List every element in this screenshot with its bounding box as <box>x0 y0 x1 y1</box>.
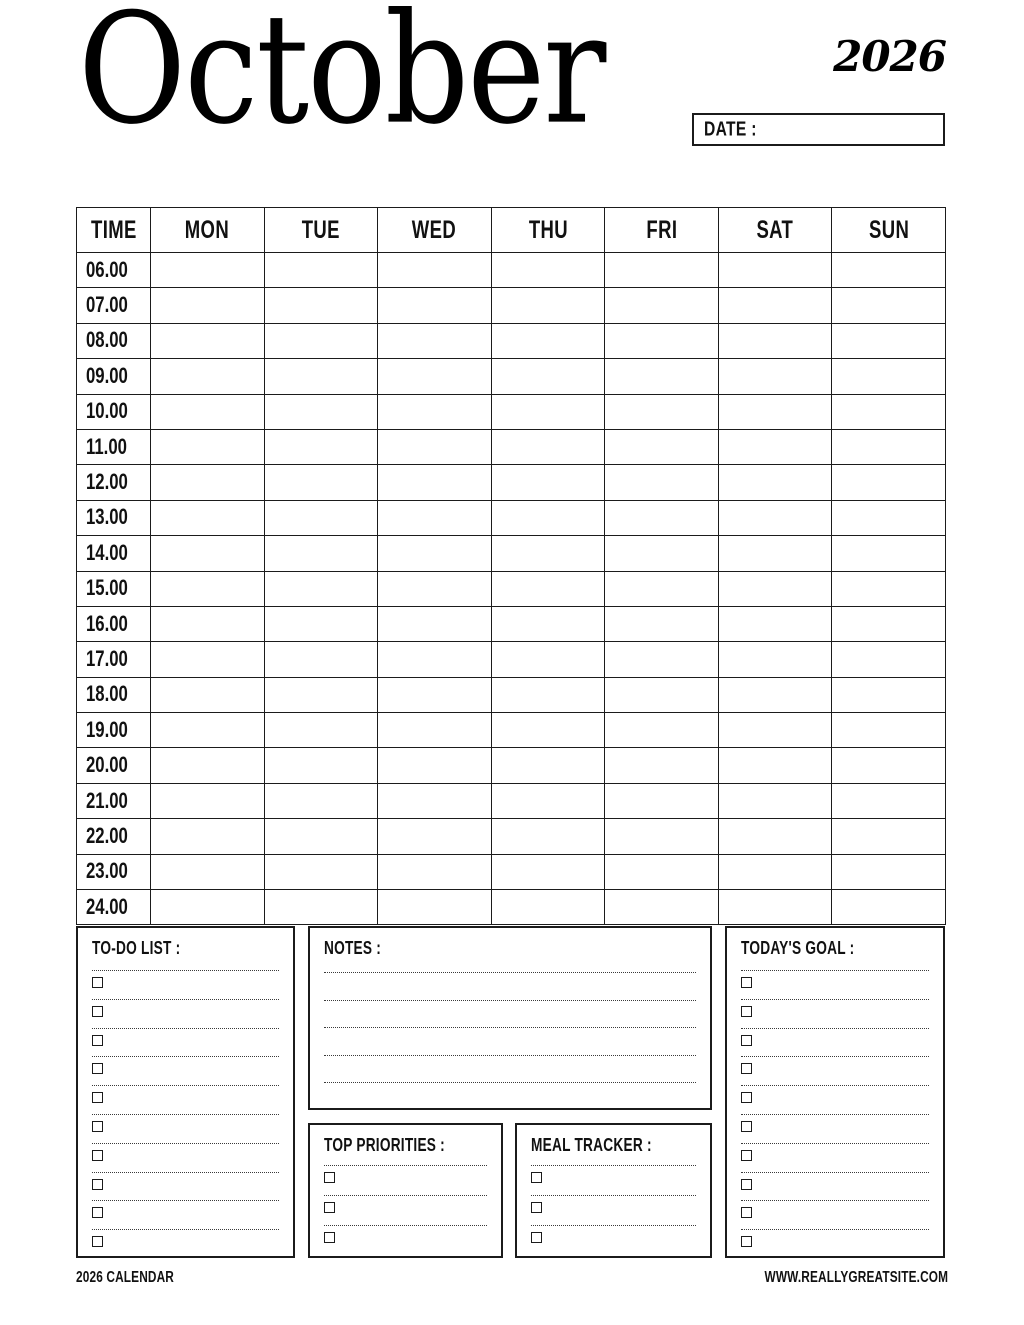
schedule-slot-cell[interactable] <box>151 536 265 571</box>
schedule-slot-cell[interactable] <box>718 500 832 535</box>
schedule-slot-cell[interactable] <box>151 394 265 429</box>
meal-tracker-item[interactable] <box>531 1196 696 1225</box>
schedule-slot-cell[interactable] <box>491 748 605 783</box>
schedule-slot-cell[interactable] <box>718 394 832 429</box>
schedule-slot-cell[interactable] <box>832 536 946 571</box>
schedule-slot-cell[interactable] <box>491 854 605 889</box>
time-label: 09.00 <box>86 362 128 388</box>
checkbox-icon[interactable] <box>531 1172 542 1183</box>
schedule-row <box>77 536 946 571</box>
column-header-time <box>77 208 151 253</box>
top-priorities-item[interactable] <box>324 1166 487 1195</box>
schedule-slot-cell[interactable] <box>264 642 378 677</box>
todays-goal-panel <box>725 926 945 1258</box>
notes-write-line[interactable] <box>324 1001 696 1028</box>
schedule-slot-cell[interactable] <box>718 536 832 571</box>
time-label-cell <box>77 536 151 571</box>
schedule-slot-cell[interactable] <box>491 394 605 429</box>
weekly-schedule-table <box>76 207 946 925</box>
schedule-slot-cell[interactable] <box>378 854 492 889</box>
time-label-cell <box>77 606 151 641</box>
checkbox-icon[interactable] <box>741 977 752 988</box>
schedule-slot-cell[interactable] <box>378 819 492 854</box>
todo-list-item[interactable] <box>92 1029 279 1057</box>
checkbox-icon[interactable] <box>92 1236 103 1247</box>
schedule-row <box>77 677 946 712</box>
schedule-slot-cell[interactable] <box>718 783 832 818</box>
schedule-row <box>77 253 946 288</box>
schedule-slot-cell[interactable] <box>832 465 946 500</box>
schedule-slot-cell[interactable] <box>151 819 265 854</box>
schedule-slot-cell[interactable] <box>378 253 492 288</box>
time-label-cell <box>77 890 151 925</box>
schedule-slot-cell[interactable] <box>378 606 492 641</box>
schedule-slot-cell[interactable] <box>151 323 265 358</box>
schedule-slot-cell[interactable] <box>151 359 265 394</box>
checkbox-icon[interactable] <box>92 1092 103 1103</box>
notes-write-line[interactable] <box>324 1028 696 1055</box>
time-label: 15.00 <box>86 575 128 601</box>
checkbox-icon[interactable] <box>324 1172 335 1183</box>
schedule-slot-cell[interactable] <box>491 890 605 925</box>
schedule-slot-cell[interactable] <box>718 713 832 748</box>
time-label: 08.00 <box>86 327 128 353</box>
column-header-wed-label: WED <box>412 215 457 244</box>
todays-goal-item[interactable] <box>741 1000 929 1028</box>
time-label: 21.00 <box>86 787 128 813</box>
schedule-row <box>77 394 946 429</box>
schedule-slot-cell[interactable] <box>718 359 832 394</box>
column-header-thu-label: THU <box>528 215 568 244</box>
todo-list-item[interactable] <box>92 1057 279 1085</box>
schedule-row <box>77 500 946 535</box>
schedule-slot-cell[interactable] <box>832 854 946 889</box>
column-header-fri-label: FRI <box>646 215 677 244</box>
time-label: 16.00 <box>86 610 128 636</box>
schedule-slot-cell[interactable] <box>264 359 378 394</box>
schedule-slot-cell[interactable] <box>264 783 378 818</box>
meal-tracker-lines <box>531 1165 696 1255</box>
schedule-slot-cell[interactable] <box>718 288 832 323</box>
schedule-slot-cell[interactable] <box>491 713 605 748</box>
schedule-slot-cell[interactable] <box>718 677 832 712</box>
schedule-slot-cell[interactable] <box>491 429 605 464</box>
checkbox-icon[interactable] <box>741 1121 752 1132</box>
page-title: October <box>78 0 605 159</box>
todo-list-item[interactable] <box>92 1230 279 1258</box>
checkbox-icon[interactable] <box>92 1179 103 1190</box>
schedule-slot-cell[interactable] <box>605 854 719 889</box>
time-label-cell <box>77 854 151 889</box>
todays-goal-item[interactable] <box>741 1115 929 1143</box>
notes-write-line[interactable] <box>324 973 696 1000</box>
schedule-slot-cell[interactable] <box>151 253 265 288</box>
checkbox-icon[interactable] <box>741 1207 752 1218</box>
schedule-slot-cell[interactable] <box>378 677 492 712</box>
todo-list-item[interactable] <box>92 1115 279 1143</box>
schedule-slot-cell[interactable] <box>832 500 946 535</box>
schedule-row <box>77 323 946 358</box>
schedule-slot-cell[interactable] <box>718 890 832 925</box>
schedule-slot-cell[interactable] <box>378 288 492 323</box>
schedule-slot-cell[interactable] <box>151 854 265 889</box>
schedule-slot-cell[interactable] <box>832 288 946 323</box>
schedule-slot-cell[interactable] <box>264 429 378 464</box>
time-label-cell <box>77 819 151 854</box>
column-header-tue <box>264 208 378 253</box>
schedule-slot-cell[interactable] <box>264 713 378 748</box>
schedule-slot-cell[interactable] <box>605 500 719 535</box>
time-label: 06.00 <box>86 256 128 282</box>
schedule-slot-cell[interactable] <box>832 642 946 677</box>
todo-list-title: TO-DO LIST : <box>92 938 181 958</box>
time-label-cell <box>77 394 151 429</box>
date-field[interactable] <box>692 113 945 146</box>
todo-list-lines <box>92 970 279 1258</box>
todo-list-item[interactable] <box>92 1201 279 1229</box>
column-header-sat <box>718 208 832 253</box>
schedule-slot-cell[interactable] <box>491 536 605 571</box>
page-header <box>0 0 1024 190</box>
notes-lines <box>324 972 696 1110</box>
time-label-cell <box>77 571 151 606</box>
schedule-slot-cell[interactable] <box>832 748 946 783</box>
checkbox-icon[interactable] <box>741 1092 752 1103</box>
schedule-slot-cell[interactable] <box>832 819 946 854</box>
schedule-row <box>77 819 946 854</box>
time-label: 19.00 <box>86 716 128 742</box>
checkbox-icon[interactable] <box>324 1232 335 1243</box>
schedule-slot-cell[interactable] <box>491 783 605 818</box>
time-label-cell <box>77 748 151 783</box>
todo-list-item[interactable] <box>92 1086 279 1114</box>
schedule-slot-cell[interactable] <box>605 713 719 748</box>
todays-goal-item[interactable] <box>741 1086 929 1114</box>
schedule-slot-cell[interactable] <box>151 890 265 925</box>
notes-write-line[interactable] <box>324 1056 696 1083</box>
time-label-cell <box>77 429 151 464</box>
checkbox-icon[interactable] <box>741 1035 752 1046</box>
notes-title: NOTES : <box>324 938 382 958</box>
schedule-slot-cell[interactable] <box>264 819 378 854</box>
schedule-slot-cell[interactable] <box>605 606 719 641</box>
time-label: 23.00 <box>86 858 128 884</box>
checkbox-icon[interactable] <box>92 1035 103 1046</box>
schedule-slot-cell[interactable] <box>718 253 832 288</box>
schedule-slot-cell[interactable] <box>605 359 719 394</box>
schedule-slot-cell[interactable] <box>718 323 832 358</box>
checkbox-icon[interactable] <box>92 1063 103 1074</box>
meal-tracker-panel <box>515 1123 712 1258</box>
column-header-tue-label: TUE <box>301 215 340 244</box>
column-header-wed <box>378 208 492 253</box>
schedule-slot-cell[interactable] <box>378 394 492 429</box>
notes-panel <box>308 926 712 1110</box>
schedule-slot-cell[interactable] <box>378 642 492 677</box>
schedule-slot-cell[interactable] <box>491 819 605 854</box>
time-label: 14.00 <box>86 539 128 565</box>
schedule-slot-cell[interactable] <box>832 359 946 394</box>
schedule-slot-cell[interactable] <box>605 429 719 464</box>
todo-list-item[interactable] <box>92 1000 279 1028</box>
page-footer <box>76 1270 948 1294</box>
schedule-slot-cell[interactable] <box>491 288 605 323</box>
todays-goal-item[interactable] <box>741 1057 929 1085</box>
schedule-row <box>77 429 946 464</box>
schedule-slot-cell[interactable] <box>151 642 265 677</box>
top-priorities-item[interactable] <box>324 1196 487 1225</box>
schedule-slot-cell[interactable] <box>718 465 832 500</box>
schedule-row <box>77 288 946 323</box>
checkbox-icon[interactable] <box>324 1202 335 1213</box>
column-header-sun-label: SUN <box>868 215 909 244</box>
top-priorities-item[interactable] <box>324 1226 487 1255</box>
schedule-slot-cell[interactable] <box>264 571 378 606</box>
schedule-row <box>77 465 946 500</box>
schedule-slot-cell[interactable] <box>605 819 719 854</box>
column-header-fri <box>605 208 719 253</box>
schedule-row <box>77 642 946 677</box>
schedule-slot-cell[interactable] <box>605 677 719 712</box>
schedule-row <box>77 890 946 925</box>
schedule-slot-cell[interactable] <box>605 890 719 925</box>
schedule-slot-cell[interactable] <box>264 323 378 358</box>
notes-write-line[interactable] <box>324 1083 696 1110</box>
column-header-sun <box>832 208 946 253</box>
schedule-slot-cell[interactable] <box>151 429 265 464</box>
schedule-row <box>77 783 946 818</box>
schedule-slot-cell[interactable] <box>491 677 605 712</box>
schedule-slot-cell[interactable] <box>718 748 832 783</box>
schedule-body <box>77 253 946 925</box>
schedule-slot-cell[interactable] <box>378 323 492 358</box>
schedule-slot-cell[interactable] <box>832 713 946 748</box>
schedule-row <box>77 854 946 889</box>
schedule-row <box>77 748 946 783</box>
schedule-slot-cell[interactable] <box>151 677 265 712</box>
todays-goal-item[interactable] <box>741 1144 929 1172</box>
time-label: 22.00 <box>86 822 128 848</box>
checkbox-icon[interactable] <box>741 1006 752 1017</box>
column-header-sat-label: SAT <box>756 215 794 244</box>
schedule-slot-cell[interactable] <box>832 323 946 358</box>
checkbox-icon[interactable] <box>741 1179 752 1190</box>
schedule-slot-cell[interactable] <box>718 819 832 854</box>
checkbox-icon[interactable] <box>92 1207 103 1218</box>
schedule-header-row-group <box>77 208 946 253</box>
schedule-slot-cell[interactable] <box>378 713 492 748</box>
footer-calendar-label: 2026 CALENDAR <box>76 1269 174 1286</box>
schedule-slot-cell[interactable] <box>491 323 605 358</box>
schedule-slot-cell[interactable] <box>378 500 492 535</box>
schedule-slot-cell[interactable] <box>264 394 378 429</box>
schedule-slot-cell[interactable] <box>264 500 378 535</box>
schedule-row <box>77 606 946 641</box>
checkbox-icon[interactable] <box>741 1150 752 1161</box>
schedule-slot-cell[interactable] <box>605 642 719 677</box>
time-label-cell <box>77 253 151 288</box>
column-header-mon <box>151 208 265 253</box>
schedule-slot-cell[interactable] <box>491 500 605 535</box>
time-label-cell <box>77 500 151 535</box>
schedule-slot-cell[interactable] <box>605 465 719 500</box>
schedule-slot-cell[interactable] <box>718 429 832 464</box>
schedule-slot-cell[interactable] <box>151 465 265 500</box>
time-label-cell <box>77 713 151 748</box>
todays-goal-item[interactable] <box>741 1029 929 1057</box>
checkbox-icon[interactable] <box>92 977 103 988</box>
time-label-cell <box>77 359 151 394</box>
schedule-slot-cell[interactable] <box>264 288 378 323</box>
schedule-slot-cell[interactable] <box>832 571 946 606</box>
schedule-slot-cell[interactable] <box>605 394 719 429</box>
time-label: 20.00 <box>86 752 128 778</box>
schedule-slot-cell[interactable] <box>832 253 946 288</box>
time-label: 07.00 <box>86 292 128 318</box>
schedule-slot-cell[interactable] <box>378 429 492 464</box>
todays-goal-item[interactable] <box>741 1201 929 1229</box>
time-label: 17.00 <box>86 645 128 671</box>
schedule-slot-cell[interactable] <box>491 642 605 677</box>
todays-goal-title: TODAY'S GOAL : <box>741 938 855 958</box>
column-header-thu <box>491 208 605 253</box>
schedule-slot-cell[interactable] <box>605 748 719 783</box>
todo-list-item[interactable] <box>92 1144 279 1172</box>
time-label: 24.00 <box>86 893 128 919</box>
meal-tracker-item[interactable] <box>531 1226 696 1255</box>
schedule-slot-cell[interactable] <box>378 536 492 571</box>
schedule-slot-cell[interactable] <box>264 606 378 641</box>
schedule-slot-cell[interactable] <box>605 571 719 606</box>
schedule-slot-cell[interactable] <box>605 783 719 818</box>
schedule-slot-cell[interactable] <box>491 571 605 606</box>
top-priorities-panel <box>308 1123 503 1258</box>
schedule-row <box>77 359 946 394</box>
column-header-time-label: TIME <box>90 215 137 244</box>
top-priorities-lines <box>324 1165 487 1255</box>
schedule-slot-cell[interactable] <box>491 359 605 394</box>
schedule-slot-cell[interactable] <box>718 571 832 606</box>
meal-tracker-item[interactable] <box>531 1166 696 1195</box>
top-priorities-title: TOP PRIORITIES : <box>324 1135 445 1155</box>
todo-list-item[interactable] <box>92 971 279 999</box>
time-label-cell <box>77 288 151 323</box>
footer-website-label: WWW.REALLYGREATSITE.COM <box>764 1269 948 1286</box>
todays-goal-lines <box>741 970 929 1258</box>
schedule-slot-cell[interactable] <box>151 713 265 748</box>
year-label: 2026 <box>833 32 946 81</box>
schedule-slot-cell[interactable] <box>264 748 378 783</box>
schedule-row <box>77 713 946 748</box>
schedule-slot-cell[interactable] <box>151 748 265 783</box>
schedule-slot-cell[interactable] <box>832 783 946 818</box>
time-label-cell <box>77 323 151 358</box>
checkbox-icon[interactable] <box>531 1232 542 1243</box>
schedule-slot-cell[interactable] <box>491 465 605 500</box>
schedule-slot-cell[interactable] <box>718 642 832 677</box>
schedule-slot-cell[interactable] <box>491 253 605 288</box>
checkbox-icon[interactable] <box>741 1063 752 1074</box>
schedule-slot-cell[interactable] <box>151 606 265 641</box>
schedule-slot-cell[interactable] <box>605 253 719 288</box>
schedule-slot-cell[interactable] <box>264 465 378 500</box>
schedule-slot-cell[interactable] <box>718 606 832 641</box>
checkbox-icon[interactable] <box>92 1006 103 1017</box>
time-label: 18.00 <box>86 681 128 707</box>
schedule-slot-cell[interactable] <box>605 536 719 571</box>
schedule-slot-cell[interactable] <box>718 854 832 889</box>
schedule-header-row <box>77 208 946 253</box>
todays-goal-item[interactable] <box>741 1173 929 1201</box>
schedule-row <box>77 571 946 606</box>
schedule-slot-cell[interactable] <box>378 359 492 394</box>
schedule-slot-cell[interactable] <box>151 571 265 606</box>
schedule-slot-cell[interactable] <box>378 571 492 606</box>
todo-list-item[interactable] <box>92 1173 279 1201</box>
schedule-slot-cell[interactable] <box>832 677 946 712</box>
todays-goal-item[interactable] <box>741 1230 929 1258</box>
schedule-slot-cell[interactable] <box>832 606 946 641</box>
schedule-slot-cell[interactable] <box>378 465 492 500</box>
schedule-slot-cell[interactable] <box>264 536 378 571</box>
schedule-slot-cell[interactable] <box>832 394 946 429</box>
todays-goal-item[interactable] <box>741 971 929 999</box>
time-label: 11.00 <box>86 433 127 459</box>
column-header-mon-label: MON <box>185 215 230 244</box>
schedule-slot-cell[interactable] <box>151 500 265 535</box>
schedule-slot-cell[interactable] <box>491 606 605 641</box>
time-label: 10.00 <box>86 398 128 424</box>
meal-tracker-title: MEAL TRACKER : <box>531 1135 652 1155</box>
time-label-cell <box>77 642 151 677</box>
schedule-slot-cell[interactable] <box>605 288 719 323</box>
time-label: 13.00 <box>86 504 128 530</box>
todo-list-panel <box>76 926 295 1258</box>
schedule-slot-cell[interactable] <box>151 288 265 323</box>
schedule-slot-cell[interactable] <box>264 677 378 712</box>
time-label-cell <box>77 465 151 500</box>
schedule-slot-cell[interactable] <box>378 783 492 818</box>
checkbox-icon[interactable] <box>92 1121 103 1132</box>
schedule-slot-cell[interactable] <box>832 429 946 464</box>
schedule-slot-cell[interactable] <box>264 253 378 288</box>
time-label-cell <box>77 783 151 818</box>
schedule-slot-cell[interactable] <box>378 748 492 783</box>
schedule-slot-cell[interactable] <box>605 323 719 358</box>
schedule-slot-cell[interactable] <box>832 890 946 925</box>
time-label-cell <box>77 677 151 712</box>
time-label: 12.00 <box>86 469 128 495</box>
checkbox-icon[interactable] <box>531 1202 542 1213</box>
schedule-slot-cell[interactable] <box>264 854 378 889</box>
schedule-slot-cell[interactable] <box>151 783 265 818</box>
checkbox-icon[interactable] <box>92 1150 103 1161</box>
schedule-slot-cell[interactable] <box>378 890 492 925</box>
schedule-slot-cell[interactable] <box>264 890 378 925</box>
checkbox-icon[interactable] <box>741 1236 752 1247</box>
date-field-label: DATE : <box>704 118 757 140</box>
